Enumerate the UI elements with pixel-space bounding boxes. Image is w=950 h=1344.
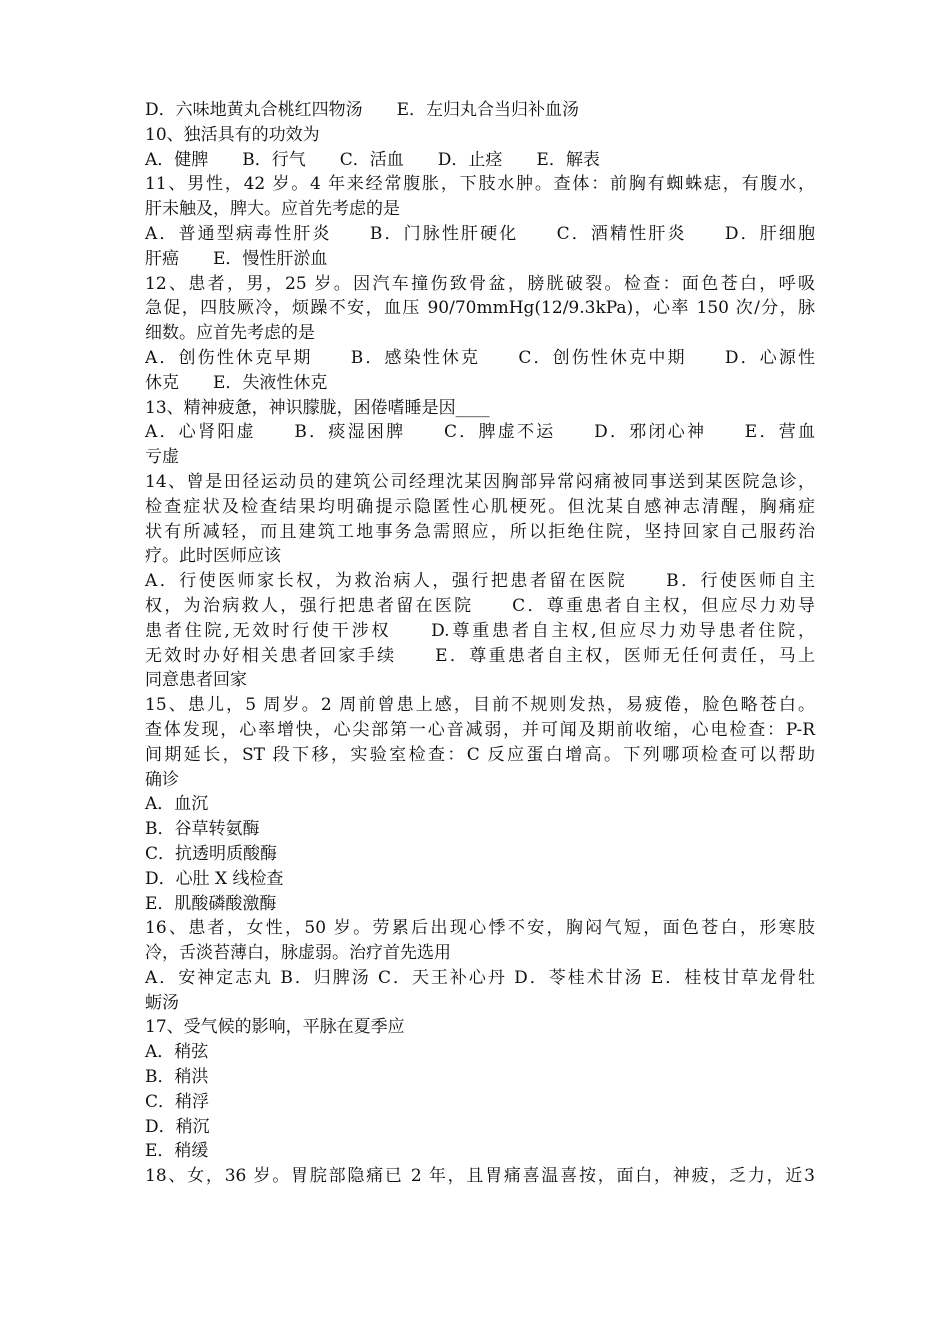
text-line: 确诊 (145, 769, 179, 790)
exam-question-text (145, 98, 815, 1189)
text-line: 18、女，36 岁。胃脘部隐痛已 2 年，且胃痛喜温喜按，面白，神疲，乏力，近3 (145, 1166, 815, 1187)
text-line: 亏虚 (145, 447, 179, 468)
text-line: 蛎汤 (145, 992, 179, 1013)
text-line: 无效时办好相关患者回家手续 E．尊重患者自主权，医师无任何责任，马上 (145, 645, 815, 666)
text-line: D．稍沉 (145, 1116, 210, 1137)
text-line: 15、患儿，5 周岁。2 周前曾患上感，目前不规则发热，易疲倦，脸色略苍白。 (145, 695, 815, 716)
text-line: 状有所减轻，而且建筑工地事务急需照应，所以拒绝住院，坚持回家自己服药治 (145, 521, 815, 542)
text-line: 患者住院,无效时行使干涉权 D.尊重患者自主权,但应尽力劝导患者住院， (145, 620, 815, 641)
text-line: 肝未触及，脾大。应首先考虑的是 (145, 199, 400, 220)
text-line: 肝癌 E．慢性肝淤血 (145, 248, 328, 269)
text-line: A．安神定志丸 B．归脾汤 C．天王补心丹 D．苓桂术甘汤 E．桂枝甘草龙骨牡 (145, 967, 815, 988)
text-line: A．创伤性休克早期 B．感染性休克 C．创伤性休克中期 D．心源性 (145, 347, 815, 368)
text-line: A．健脾 B．行气 C．活血 D．止痉 E．解表 (145, 149, 600, 170)
text-line: A．稍弦 (145, 1042, 209, 1063)
text-line: 13、精神疲惫，神识朦胧，困倦嗜睡是因____ (145, 397, 490, 418)
text-line: 11、男性，42 岁。4 年来经常腹胀，下肢水肿。查体：前胸有蜘蛛痣，有腹水， (145, 174, 815, 195)
text-line: 间期延长，ST 段下移，实验室检查：C 反应蛋白增高。下列哪项检查可以帮助 (145, 744, 815, 765)
text-line: C．稍浮 (145, 1091, 210, 1112)
text-line: B．谷草转氨酶 (145, 819, 260, 840)
text-line: 急促，四肢厥冷，烦躁不安，血压 90/70mmHg(12/9.3kPa)，心率 150 次/分，脉 (145, 298, 815, 319)
text-line: C．抗透明质酸酶 (145, 843, 278, 864)
text-line: 10、独活具有的功效为 (145, 124, 320, 145)
text-line: E．稍缓 (145, 1141, 209, 1162)
text-line: 12、患者，男，25 岁。因汽车撞伤致骨盆，膀胱破裂。检查：面色苍白，呼吸 (145, 273, 815, 294)
text-line: 查体发现，心率增快，心尖部第一心音减弱，并可闻及期前收缩，心电检查：P-R (145, 719, 815, 740)
text-line: 冷，舌淡苔薄白，脉虚弱。治疗首先选用 (145, 943, 451, 964)
text-line: B．稍洪 (145, 1067, 209, 1088)
text-line: E．肌酸磷酸激酶 (145, 893, 277, 914)
text-line: A．血沉 (145, 794, 209, 815)
text-line: A．普通型病毒性肝炎 B．门脉性肝硬化 C．酒精性肝炎 D．肝细胞 (145, 223, 815, 244)
text-line: D．六味地黄丸合桃红四物汤 E．左归丸合当归补血汤 (145, 100, 580, 120)
text-line: A．行使医师家长权，为救治病人，强行把患者留在医院 B．行使医师自主 (145, 571, 815, 592)
text-line: D．心肚 X 线检查 (145, 868, 284, 889)
text-line: 16、患者，女性，50 岁。劳累后出现心悸不安，胸闷气短，面色苍白，形寒肢 (145, 918, 815, 939)
text-line: A．心肾阳虚 B．痰湿困脾 C．脾虚不运 D．邪闭心神 E．营血 (145, 422, 815, 443)
text-line: 检查症状及检查结果均明确提示隐匿性心肌梗死。但沈某自感神志清醒，胸痛症 (145, 496, 815, 517)
text-line: 权，为治病救人，强行把患者留在医院 C．尊重患者自主权，但应尽力劝导 (145, 595, 815, 616)
text-line: 14、曾是田径运动员的建筑公司经理沈某因胸部异常闷痛被同事送到某医院急诊， (145, 471, 815, 492)
text-line: 休克 E．失液性休克 (145, 372, 328, 393)
text-line: 同意患者回家 (145, 670, 247, 691)
text-line: 疗。此时医师应该 (145, 546, 281, 567)
text-line: 17、受气候的影响，平脉在夏季应 (145, 1017, 405, 1038)
text-line: 细数。应首先考虑的是 (145, 323, 315, 344)
